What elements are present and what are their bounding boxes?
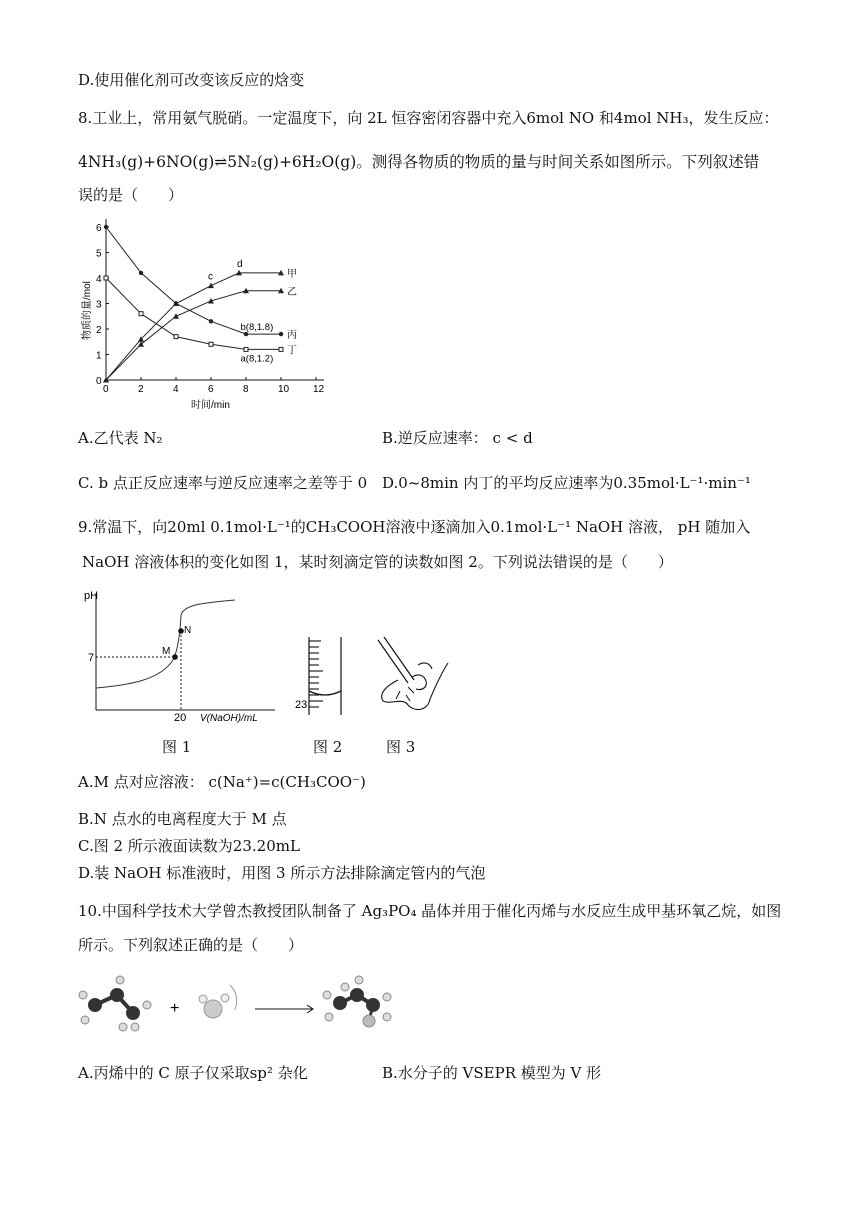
chart-x-tick-label: 2 — [138, 384, 144, 395]
propene-molecule — [79, 976, 151, 1031]
annotation-b: b(8,1.8) — [240, 322, 274, 334]
annotation-c: c — [208, 271, 213, 283]
fig1-n-label: N — [184, 625, 192, 636]
chart-y-tick-label: 0 — [96, 376, 102, 387]
series-point-丁 — [279, 347, 283, 351]
q9-option-c: C.图 2 所示液面读数为23.20mL — [78, 837, 300, 855]
series-point-丁 — [209, 342, 213, 346]
fig1-m-label: M — [162, 646, 171, 657]
bubble-removal-figure — [368, 635, 453, 725]
plus-sign: + — [170, 1000, 180, 1017]
series-label-丁: 丁 — [287, 345, 297, 357]
series-point-丙 — [279, 332, 283, 336]
q10-stem-line1: 10.中国科学技术大学曾杰教授团队制备了 Ag₃PO₄ 晶体并用于催化丙烯与水反应生成甲基环氧乙烷，如图 — [78, 902, 782, 920]
chart-ylabel: 物质的量/mol — [82, 281, 93, 340]
series-label-乙: 乙 — [287, 286, 297, 298]
q10-option-a: A.丙烯中的 C 原子仅采取sp² 杂化 — [78, 1064, 308, 1082]
q9-option-a: A.M 点对应溶液： c(Na⁺)=c(CH₃COO⁻) — [78, 773, 366, 791]
water-molecule — [199, 985, 237, 1018]
propene-water-reaction-figure — [75, 965, 415, 1040]
fig1-point-m — [172, 654, 178, 660]
q8-option-a: A.乙代表 N₂ — [78, 429, 163, 447]
fig3-caption: 图 3 — [386, 738, 416, 756]
q8-stem-line3: 误的是（ ） — [78, 186, 184, 204]
series-point-丙 — [139, 271, 143, 275]
chart-y-tick-label: 2 — [96, 325, 102, 336]
chart-x-tick-label: 12 — [313, 384, 325, 395]
series-point-丁 — [244, 347, 248, 351]
titration-curve-figure — [80, 585, 280, 725]
chart-x-tick-label: 10 — [278, 384, 290, 395]
series-point-丙 — [174, 301, 178, 305]
chart-y-tick-label: 5 — [96, 248, 102, 260]
fig1-ylabel: pH — [84, 590, 99, 602]
fig1-ph-curve — [96, 600, 235, 688]
q8-stem-line1: 8.工业上，常用氨气脱硝。一定温度下，向 2L 恒容密闭容器中充入6mol NO 和4mol NH₃，发生反应： — [78, 109, 779, 127]
burette-figure — [293, 635, 353, 720]
series-line-丙 — [106, 227, 281, 334]
chart-x-tick-label: 6 — [208, 384, 214, 395]
q7-option-d: D.使用催化剂可改变该反应的焓变 — [78, 71, 305, 89]
burette-reading-label: 23 — [295, 699, 308, 711]
q9-stem-line1: 9.常温下，向20ml 0.1mol·L⁻¹的CH₃COOH溶液中逐滴加入0.1mol·L⁻¹ NaOH 溶液， pH 随加入 — [78, 518, 751, 536]
fig2-caption: 图 2 — [313, 738, 343, 756]
chart-y-tick-label: 4 — [96, 274, 102, 285]
chart-x-tick-label: 4 — [173, 384, 179, 395]
annotation-d: d — [237, 258, 243, 270]
q8-chart — [78, 215, 328, 415]
q9-option-b: B.N 点水的电离程度大于 M 点 — [78, 810, 287, 828]
chart-x-tick-label: 8 — [243, 384, 249, 395]
q9-option-d: D.装 NaOH 标准液时，用图 3 所示方法排除滴定管内的气泡 — [78, 864, 486, 882]
series-point-丁 — [104, 276, 108, 280]
chart-y-tick-label: 6 — [96, 223, 102, 234]
chart-x-tick-label: 0 — [103, 384, 109, 395]
series-point-甲 — [208, 283, 214, 289]
fig1-xlabel: V(NaOH)/mL — [200, 713, 258, 724]
q10-option-b: B.水分子的 VSEPR 模型为 V 形 — [382, 1064, 602, 1082]
series-label-丙: 丙 — [287, 330, 297, 342]
fig1-x20-label: 20 — [174, 712, 187, 724]
series-point-乙 — [173, 313, 179, 319]
fig1-y7-label: 7 — [88, 652, 95, 664]
series-point-丙 — [104, 225, 108, 229]
q9-stem-line2: NaOH 溶液体积的变化如图 1，某时刻滴定管的读数如图 2。下列说法错误的是（ ） — [82, 553, 673, 571]
chart-y-tick-label: 1 — [96, 350, 102, 362]
fig1-caption: 图 1 — [162, 738, 192, 756]
q8-option-b: B.逆反应速率： c < d — [382, 429, 533, 447]
q8-equation: 4NH₃(g)+6NO(g)⇌5N₂(g)+6H₂O(g)。测得各物质的物质的量与时间关系如图所示。下列叙述错 — [78, 153, 760, 171]
q8-option-c: C. b 点正反应速率与逆反应速率之差等于 0 — [78, 474, 368, 492]
q10-stem-line2: 所示。下列叙述正确的是（ ） — [78, 936, 304, 954]
meniscus — [309, 691, 341, 695]
annotation-a: a(8,1.2) — [240, 353, 274, 365]
q8-option-d: D.0~8min 内丁的平均反应速率为0.35mol·L⁻¹·min⁻¹ — [382, 474, 751, 492]
fig1-point-n — [178, 628, 184, 634]
series-point-丙 — [209, 319, 213, 323]
series-label-甲: 甲 — [287, 268, 297, 280]
series-point-丁 — [139, 312, 143, 316]
series-point-丁 — [174, 335, 178, 339]
methyl-oxirane-molecule — [323, 976, 391, 1027]
chart-xlabel: 时间/min — [191, 400, 230, 411]
series-line-丁 — [106, 278, 281, 349]
chart-y-tick-label: 3 — [96, 299, 102, 311]
